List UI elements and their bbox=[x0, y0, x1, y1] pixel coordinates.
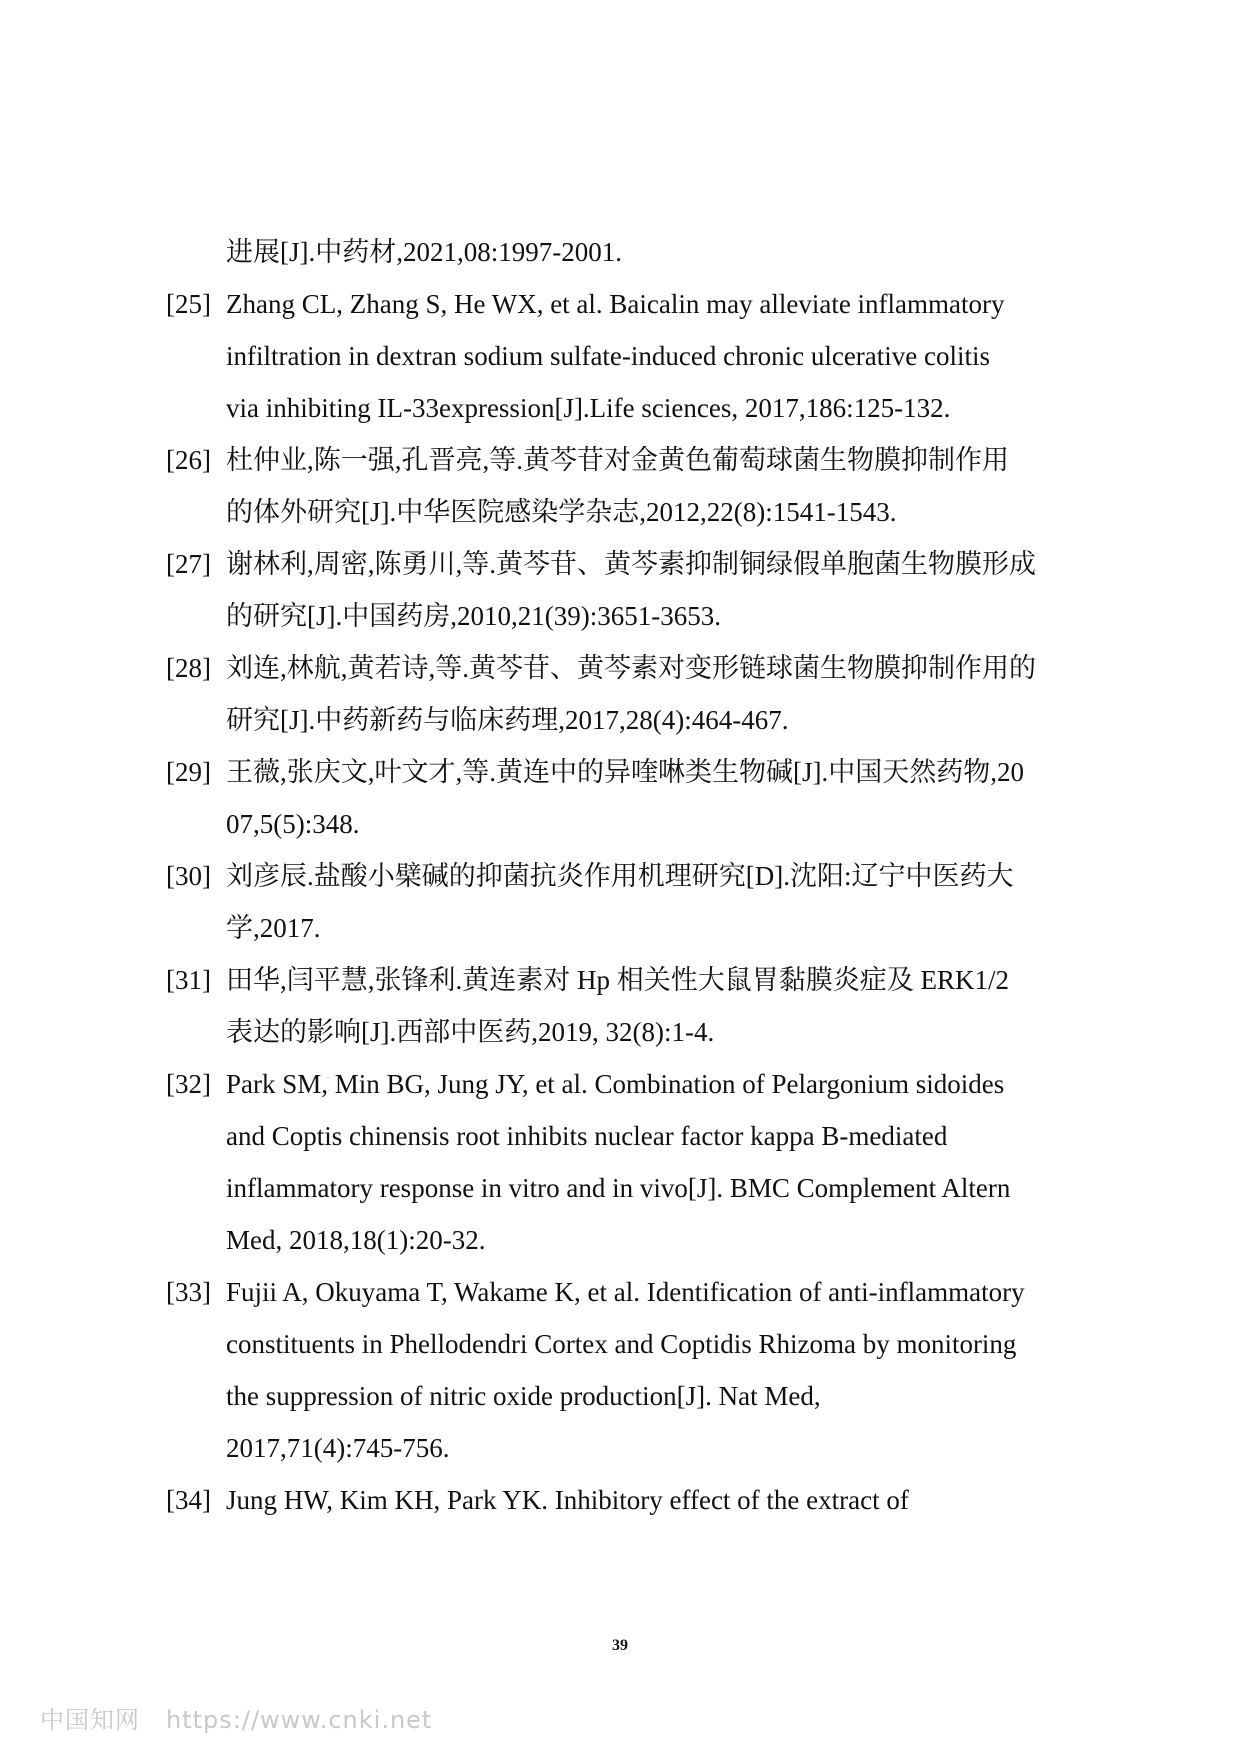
reference-text: 刘彦辰.盐酸小檗碱的抑菌抗炎作用机理研究[D].沈阳:辽宁中医药大 学,2017. bbox=[226, 861, 1014, 943]
reference-item bbox=[166, 746, 1096, 850]
reference-item bbox=[166, 1266, 1096, 1474]
watermark-url: https://www.cnki.net bbox=[166, 1706, 433, 1734]
reference-item bbox=[166, 850, 1096, 954]
reference-number: [29] bbox=[166, 757, 211, 787]
reference-text: Park SM, Min BG, Jung JY, et al. Combination of Pelargonium sidoides and Coptis chinensis root inhibits nuclear factor kappa B-mediated inflammatory response in vitro and in vivo[J]. BMC Complement Altern Med, 2018,18(1):20-32. bbox=[226, 1069, 1011, 1255]
reference-text: Jung HW, Kim KH, Park YK. Inhibitory effect of the extract of bbox=[226, 1485, 909, 1515]
reference-number: [34] bbox=[166, 1485, 211, 1515]
reference-text: Fujii A, Okuyama T, Wakame K, et al. Identification of anti-inflammatory constituents in Phellodendri Cortex and Coptidis Rhizoma by monitoring the suppression of nitric oxide production[J]. Nat Med, 2017,71(4):745-756. bbox=[226, 1277, 1025, 1463]
reference-text: 王薇,张庆文,叶文才,等.黄连中的异喹啉类生物碱[J].中国天然药物,20 07,5(5):348. bbox=[226, 757, 1024, 839]
reference-item bbox=[166, 278, 1096, 434]
reference-number: [27] bbox=[166, 549, 211, 579]
reference-text: 杜仲业,陈一强,孔晋亮,等.黄芩苷对金黄色葡萄球菌生物膜抑制作用 的体外研究[J].中华医院感染学杂志,2012,22(8):1541-1543. bbox=[226, 445, 1009, 527]
reference-number: [30] bbox=[166, 861, 211, 891]
reference-text: Zhang CL, Zhang S, He WX, et al. Baicalin may alleviate inflammatory infiltration in dextran sodium sulfate-induced chronic ulcerative colitis via inhibiting IL-33expression[J].Life sciences, 2017,186:125-132. bbox=[226, 289, 1005, 423]
reference-continuation: 进展[J].中药材,2021,08:1997-2001. bbox=[226, 237, 622, 267]
reference-number: [31] bbox=[166, 965, 211, 995]
watermark-brand: 中国知网 bbox=[40, 1706, 140, 1734]
reference-number: [25] bbox=[166, 289, 211, 319]
reference-number: [32] bbox=[166, 1069, 211, 1099]
reference-number: [33] bbox=[166, 1277, 211, 1307]
reference-item bbox=[166, 1474, 1096, 1526]
reference-text: 谢林利,周密,陈勇川,等.黄芩苷、黄芩素抑制铜绿假单胞菌生物膜形成 的研究[J].中国药房,2010,21(39):3651-3653. bbox=[226, 549, 1036, 631]
reference-item bbox=[166, 538, 1096, 642]
reference-text: 刘连,林航,黄若诗,等.黄芩苷、黄芩素对变形链球菌生物膜抑制作用的 研究[J].中药新药与临床药理,2017,28(4):464-467. bbox=[226, 653, 1036, 735]
cnki-watermark bbox=[40, 1700, 432, 1735]
page-number: 39 bbox=[612, 1637, 628, 1654]
reference-text: 田华,闫平慧,张锋利.黄连素对 Hp 相关性大鼠胃黏膜炎症及 ERK1/2 表达的影响[J].西部中医药,2019, 32(8):1-4. bbox=[226, 965, 1009, 1047]
reference-item bbox=[166, 1058, 1096, 1266]
reference-item bbox=[166, 642, 1096, 746]
reference-list bbox=[166, 226, 1096, 1526]
reference-item bbox=[166, 954, 1096, 1058]
reference-item bbox=[166, 434, 1096, 538]
reference-number: [26] bbox=[166, 445, 211, 475]
reference-number: [28] bbox=[166, 653, 211, 683]
